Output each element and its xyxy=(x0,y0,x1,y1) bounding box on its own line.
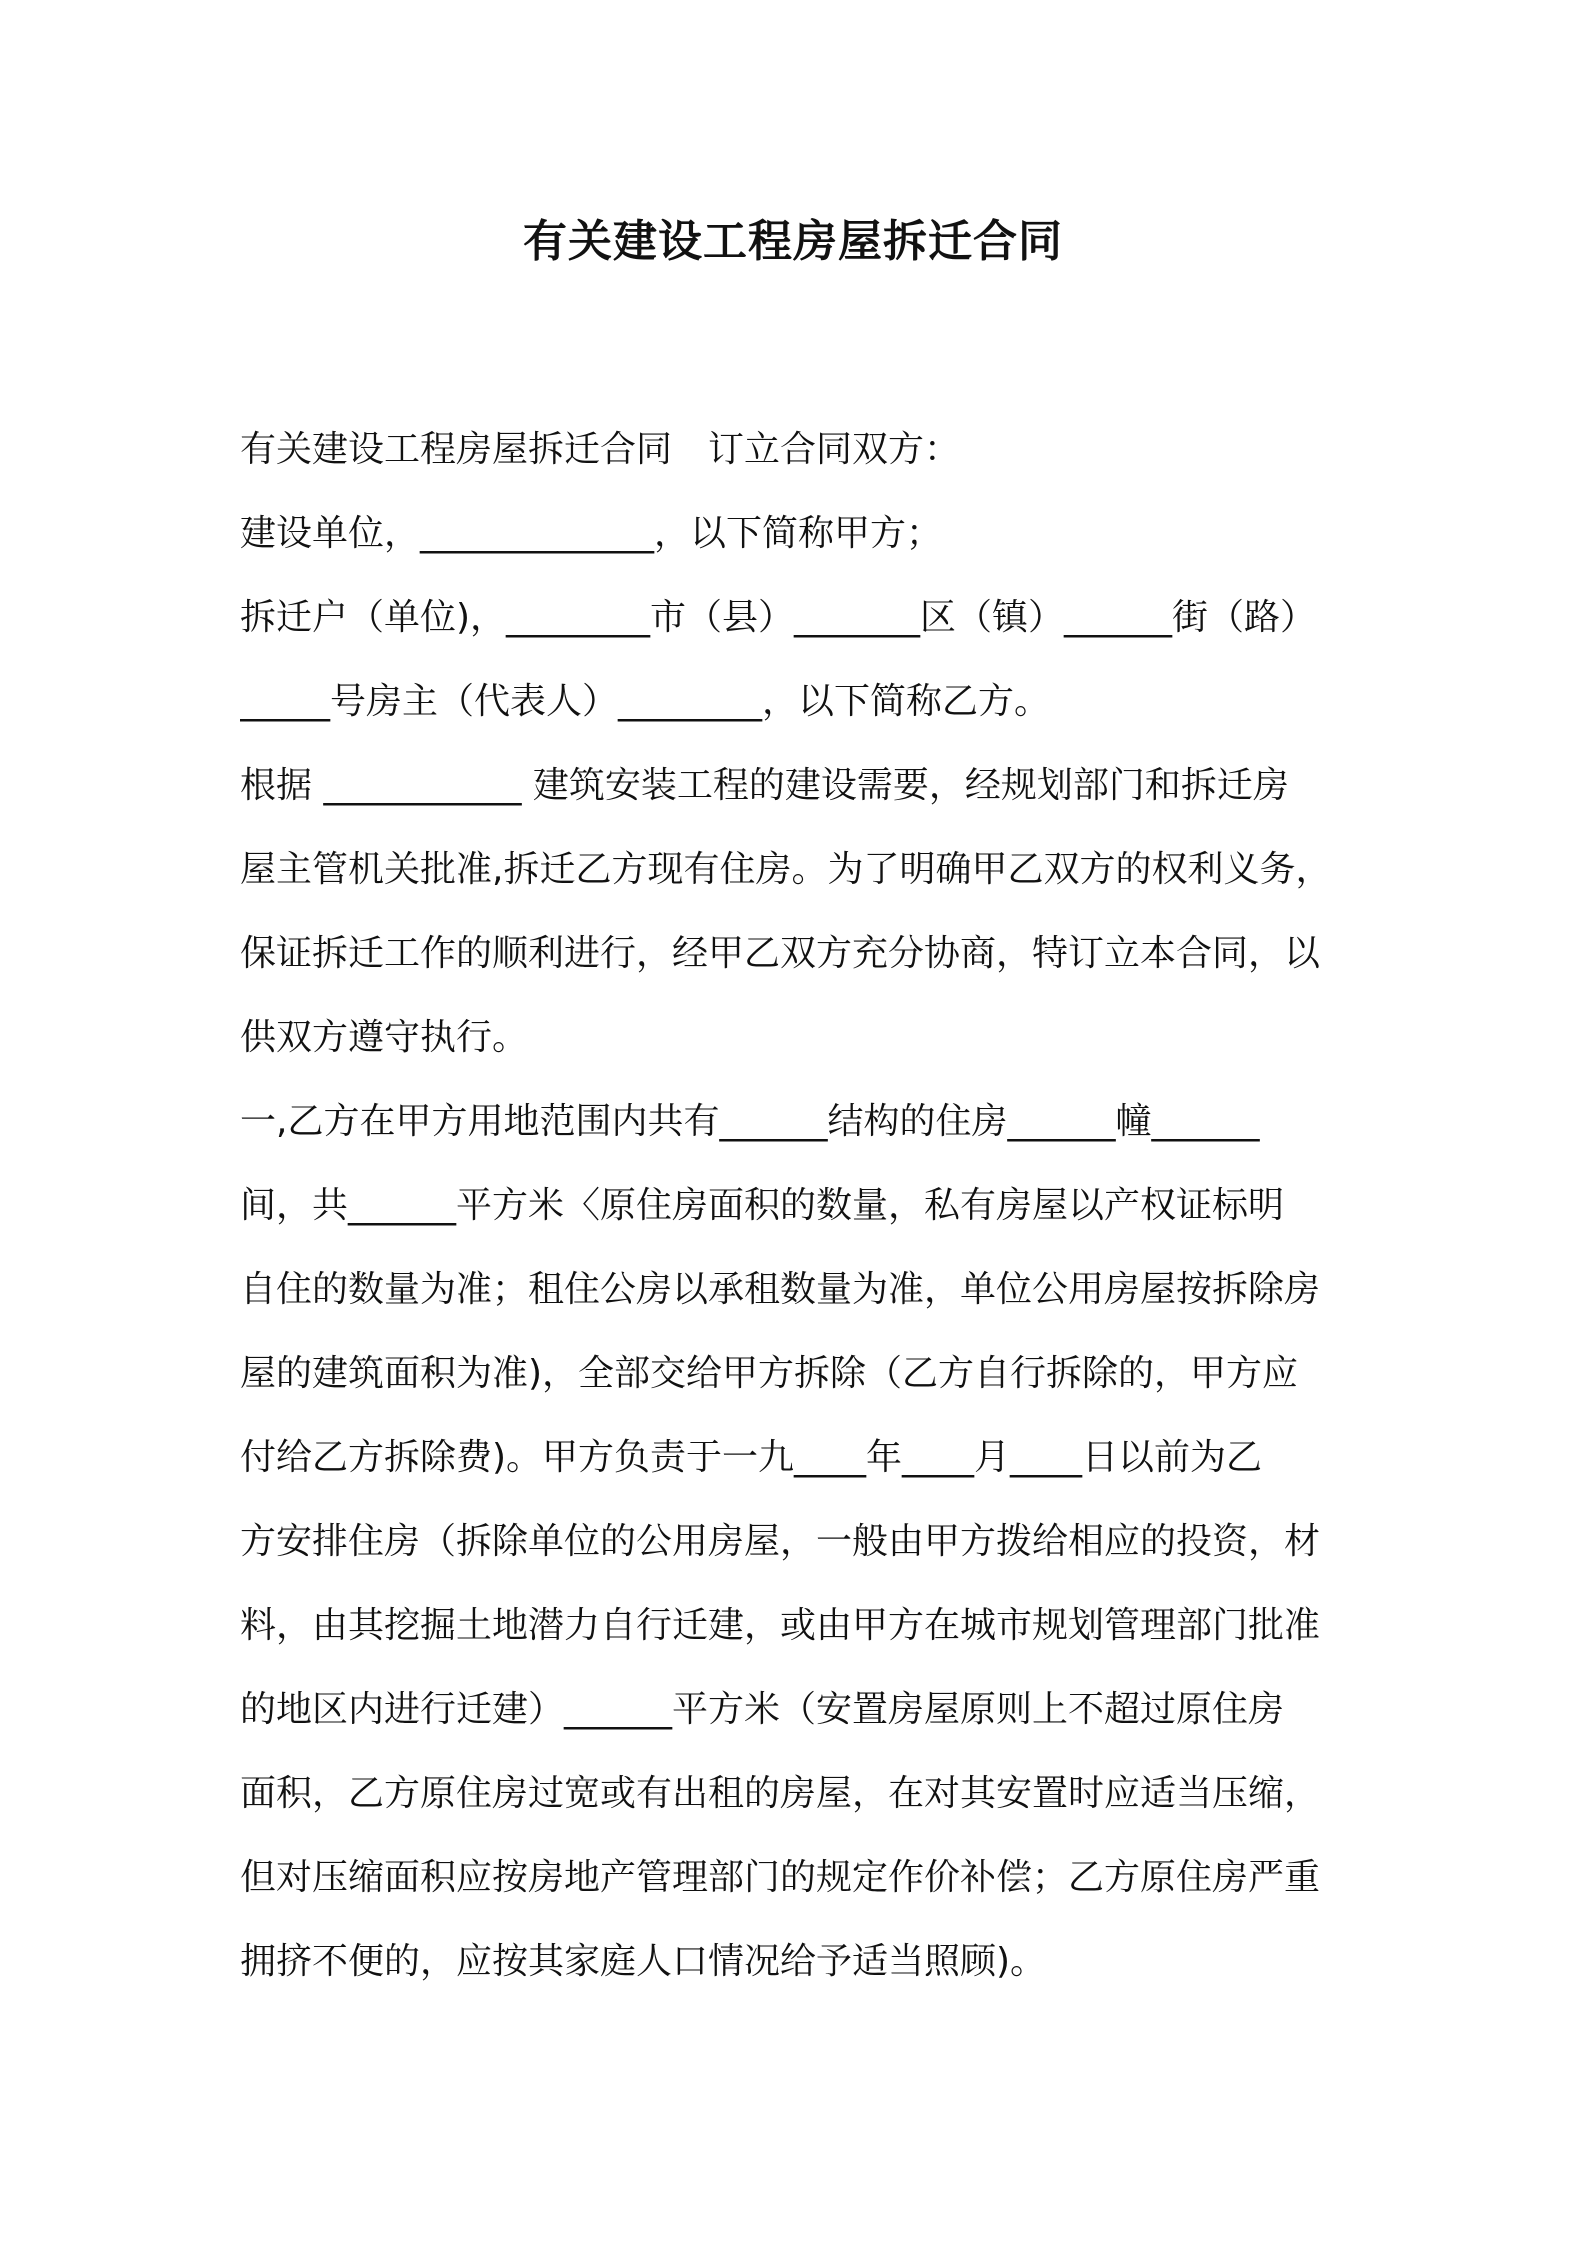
body-line: 料，由其挖掘土地潜力自行迁建，或由甲方在城市规划管理部门批准 xyxy=(240,1605,1321,1646)
body-line: 拥挤不便的，应按其家庭人口情况给予适当照顾)。 xyxy=(240,1941,1047,1982)
body-line: _____号房主（代表人）________，以下简称乙方。 xyxy=(240,681,1051,722)
body-line: 但对压缩面积应按房地产管理部门的规定作价补偿；乙方原住房严重 xyxy=(240,1857,1321,1898)
body-line: 供双方遵守执行。 xyxy=(240,1017,529,1058)
body-line: 付给乙方拆除费)。甲方负责于一九____年____月____日以前为乙 xyxy=(240,1437,1263,1478)
body-line: 间，共______平方米〈原住房面积的数量，私有房屋以产权证标明 xyxy=(240,1185,1285,1226)
body-line: 自住的数量为准；租住公房以承租数量为准，单位公用房屋按拆除房 xyxy=(240,1269,1321,1310)
body-line: 的地区内进行迁建）______平方米（安置房屋原则上不超过原住房 xyxy=(240,1689,1285,1730)
body-line: 拆迁户（单位)，________市（县）_______区（镇）______街（路） xyxy=(240,597,1317,638)
body-line: 建设单位，_____________，以下简称甲方； xyxy=(240,513,943,554)
body-line: 屋主管机关批准,拆迁乙方现有住房。为了明确甲乙双方的权利义务， xyxy=(240,849,1332,890)
body-line: 一,乙方在甲方用地范围内共有______结构的住房______幢______ xyxy=(240,1101,1260,1142)
body-line: 有关建设工程房屋拆迁合同 订立合同双方： xyxy=(240,429,961,470)
document-title: 有关建设工程房屋拆迁合同 xyxy=(523,216,1063,267)
body-line: 根据 ___________ 建筑安装工程的建设需要，经规划部门和拆迁房 xyxy=(240,765,1289,806)
body-line: 保证拆迁工作的顺利进行，经甲乙双方充分协商，特订立本合同，以 xyxy=(240,933,1321,974)
body-line: 面积，乙方原住房过宽或有出租的房屋，在对其安置时应适当压缩， xyxy=(240,1773,1321,1814)
body-line: 方安排住房（拆除单位的公用房屋，一般由甲方拨给相应的投资，材 xyxy=(240,1521,1321,1562)
body-line: 屋的建筑面积为准)，全部交给甲方拆除（乙方自行拆除的，甲方应 xyxy=(240,1353,1299,1394)
document-body xyxy=(240,408,1360,2004)
